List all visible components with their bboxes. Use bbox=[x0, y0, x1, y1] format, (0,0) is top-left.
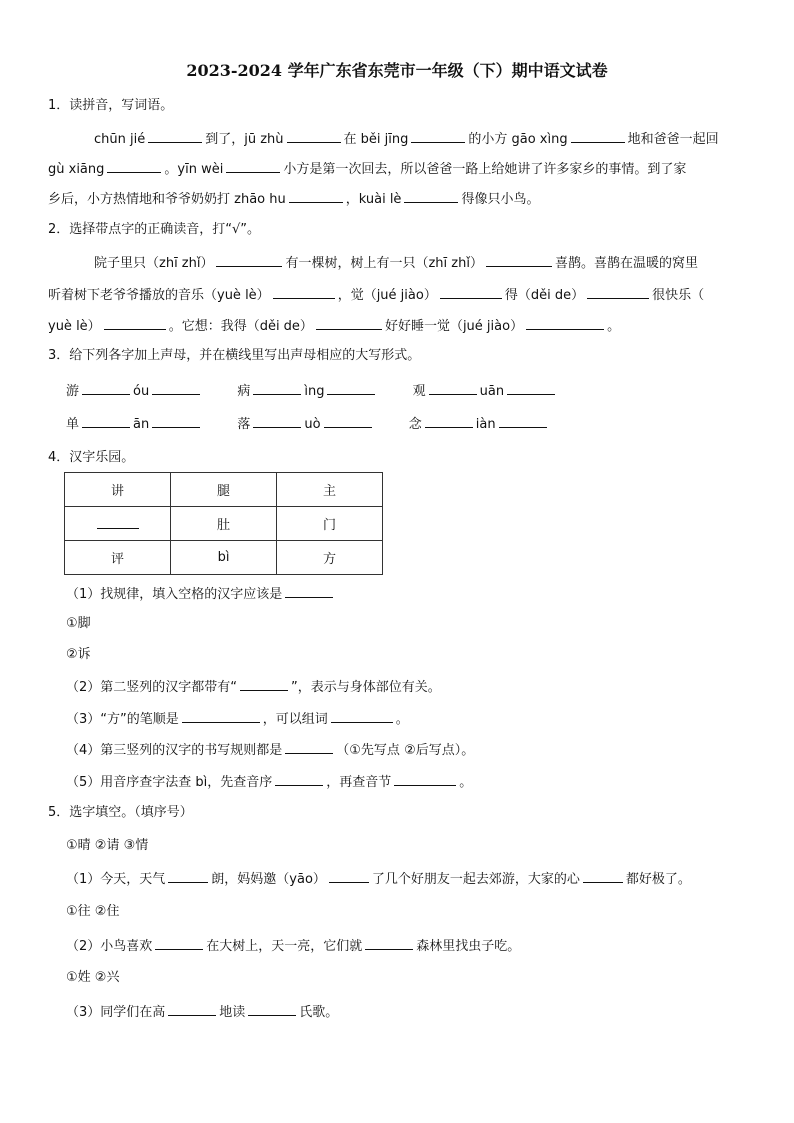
q5-sub-2: （2）小鸟喜欢 在大树上，天一亮，它们就 森林里找虫子吃。 bbox=[66, 935, 520, 957]
q5-sub-3: （3）同学们在高 地读 氏歌。 bbox=[66, 1001, 338, 1023]
answer-blank[interactable] bbox=[107, 158, 161, 173]
q4-option-2[interactable]: ②诉 bbox=[66, 647, 91, 662]
capital-blank[interactable] bbox=[507, 380, 555, 395]
q3-heading: 3．给下列各字加上声母，并在横线里写出声母相应的大写形式。 bbox=[48, 348, 421, 363]
answer-blank[interactable] bbox=[273, 284, 335, 299]
answer-blank[interactable] bbox=[404, 188, 458, 203]
table-blank-cell[interactable] bbox=[65, 507, 171, 541]
q4-sub-5: （5）用音序查字法查 bì，先查音序 ，再查音节 。 bbox=[66, 771, 472, 793]
answer-blank[interactable] bbox=[486, 252, 552, 267]
q5-options-1: ①晴 ②请 ③情 bbox=[66, 838, 149, 853]
answer-blank[interactable] bbox=[331, 708, 393, 723]
q5-heading: 5．选字填空。（填序号） bbox=[48, 805, 193, 820]
table-cell: 主 bbox=[277, 473, 383, 507]
answer-blank[interactable] bbox=[248, 1001, 296, 1016]
q1-line-3: 乡后，小方热情地和爷爷奶奶打 zhāo hu ，kuài lè 得像只小鸟。 bbox=[48, 188, 539, 210]
q4-option-1[interactable]: ①脚 bbox=[66, 616, 91, 631]
q1-heading: 1．读拼音，写词语。 bbox=[48, 98, 174, 113]
answer-blank[interactable] bbox=[571, 128, 625, 143]
page-title: 2023-2024 学年广东省东莞市一年级（下）期中语文试卷 bbox=[186, 61, 608, 80]
answer-blank[interactable] bbox=[226, 158, 280, 173]
answer-blank[interactable] bbox=[287, 128, 341, 143]
q2-line-1: 院子里只（zhī zhǐ） 有一棵树，树上有一只（zhī zhǐ） 喜鹊。喜鹊在温暖的窝里 bbox=[94, 252, 698, 274]
initial-blank[interactable] bbox=[253, 380, 301, 395]
capital-blank[interactable] bbox=[327, 380, 375, 395]
q4-sub-4: （4）第三竖列的汉字的书写规则都是 （①先写点 ②后写点）。 bbox=[66, 739, 474, 761]
answer-blank[interactable] bbox=[240, 676, 288, 691]
table-cell: bì bbox=[171, 541, 277, 575]
q4-sub-2: （2）第二竖列的汉字都带有“ ”，表示与身体部位有关。 bbox=[66, 676, 441, 698]
q1-line-2: gù xiāng 。yīn wèi 小方是第一次回去，所以爸爸一路上给她讲了许多家乡的事情。到了家 bbox=[48, 158, 686, 180]
answer-blank[interactable] bbox=[168, 868, 208, 883]
capital-blank[interactable] bbox=[324, 413, 372, 428]
initial-blank[interactable] bbox=[429, 380, 477, 395]
answer-blank[interactable] bbox=[394, 771, 456, 786]
table-cell: 肚 bbox=[171, 507, 277, 541]
initial-blank[interactable] bbox=[82, 380, 130, 395]
answer-blank[interactable] bbox=[285, 583, 333, 598]
table-cell: 方 bbox=[277, 541, 383, 575]
answer-blank[interactable] bbox=[148, 128, 202, 143]
answer-blank[interactable] bbox=[285, 739, 333, 754]
answer-blank[interactable] bbox=[411, 128, 465, 143]
answer-blank[interactable] bbox=[275, 771, 323, 786]
answer-blank[interactable] bbox=[329, 868, 369, 883]
table-cell: 腿 bbox=[171, 473, 277, 507]
capital-blank[interactable] bbox=[152, 413, 200, 428]
q4-sub-1: （1）找规律，填入空格的汉字应该是 bbox=[66, 583, 336, 605]
q2-line-2: 听着树下老爷爷播放的音乐（yuè lè） ，觉（jué jiào） 得（děi de） 很快乐（ bbox=[48, 284, 704, 306]
q2-line-3: yuè lè） 。它想：我得（děi de） 好好睡一觉（jué jiào） 。 bbox=[48, 315, 620, 337]
q4-sub-3: （3）“方”的笔顺是 ，可以组词 。 bbox=[66, 708, 409, 730]
answer-blank[interactable] bbox=[104, 315, 166, 330]
answer-blank[interactable] bbox=[182, 708, 260, 723]
q2-heading: 2．选择带点字的正确读音，打“√”。 bbox=[48, 222, 261, 237]
q1-line-1: chūn jié 到了，jū zhù 在 běi jīng 的小方 gāo xìng 地和爸爸一起回 bbox=[94, 128, 719, 150]
capital-blank[interactable] bbox=[152, 380, 200, 395]
q3-row-2: 单 ān 落 uò 念 iàn bbox=[66, 413, 550, 435]
q5-options-3: ①姓 ②兴 bbox=[66, 970, 120, 985]
capital-blank[interactable] bbox=[499, 413, 547, 428]
answer-blank[interactable] bbox=[365, 935, 413, 950]
table-cell: 门 bbox=[277, 507, 383, 541]
answer-blank[interactable] bbox=[440, 284, 502, 299]
answer-blank[interactable] bbox=[289, 188, 343, 203]
answer-blank[interactable] bbox=[155, 935, 203, 950]
table-cell: 评 bbox=[65, 541, 171, 575]
answer-blank[interactable] bbox=[587, 284, 649, 299]
answer-blank[interactable] bbox=[316, 315, 382, 330]
answer-blank[interactable] bbox=[583, 868, 623, 883]
initial-blank[interactable] bbox=[425, 413, 473, 428]
q5-options-2: ①往 ②住 bbox=[66, 904, 120, 919]
q4-heading: 4．汉字乐园。 bbox=[48, 450, 135, 465]
hanzi-table bbox=[64, 472, 383, 575]
answer-blank[interactable] bbox=[526, 315, 604, 330]
q5-sub-1: （1）今天，天气 朗，妈妈邀（yāo） 了几个好朋友一起去郊游，大家的心 都好极了。 bbox=[66, 868, 691, 890]
q3-row-1: 游 óu 病 ìng 观 uān bbox=[66, 380, 558, 402]
initial-blank[interactable] bbox=[253, 413, 301, 428]
initial-blank[interactable] bbox=[82, 413, 130, 428]
answer-blank[interactable] bbox=[168, 1001, 216, 1016]
table-cell: 讲 bbox=[65, 473, 171, 507]
answer-blank[interactable] bbox=[216, 252, 282, 267]
